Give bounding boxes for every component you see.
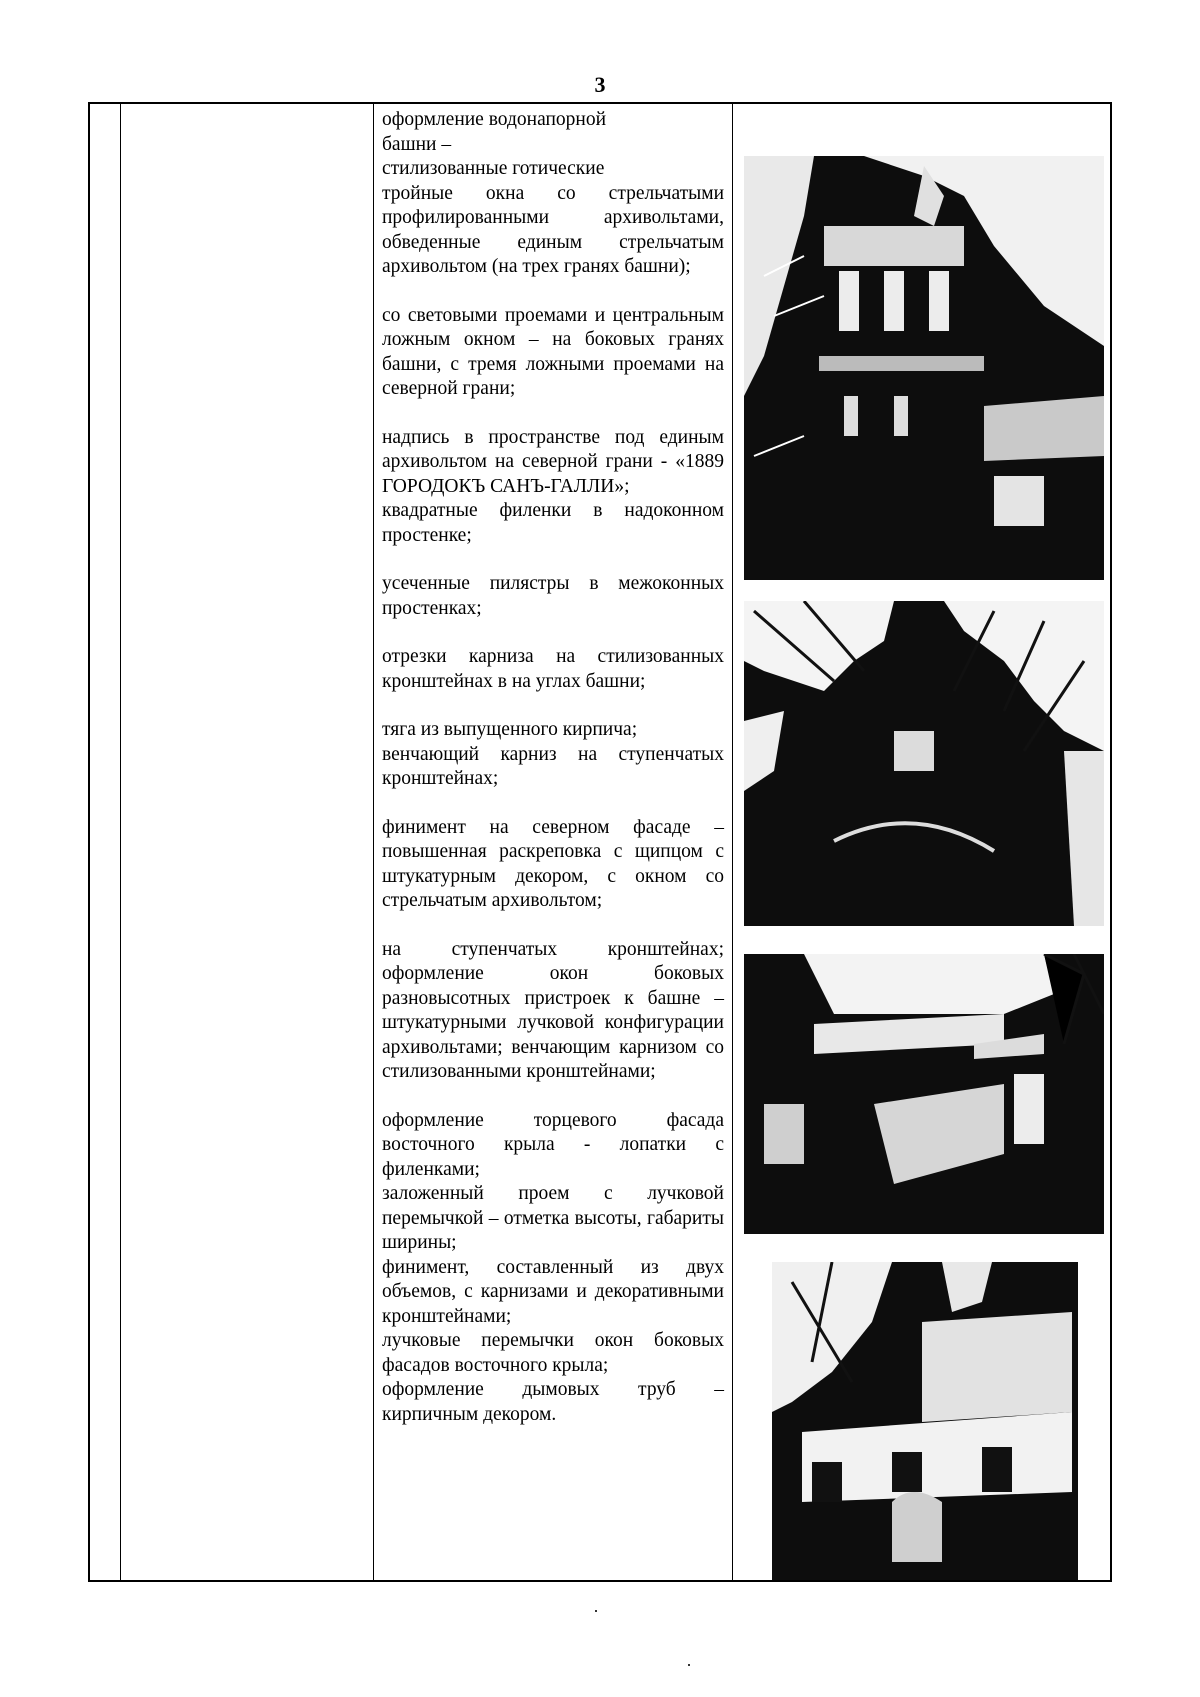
page-number: 3 bbox=[594, 72, 606, 97]
photo-water-tower bbox=[744, 156, 1104, 580]
description-line: надпись в пространстве под единым архивольтом на северной грани - «1889 ГОРОДОКЪ САНЪ-ГАЛЛИ»; bbox=[382, 426, 724, 497]
description-line: финимент, составленный из двух объемов, с карнизами и декоративными кронштейнами; bbox=[382, 1256, 724, 1327]
description-table bbox=[88, 102, 1112, 1582]
description-line: башни – bbox=[382, 133, 452, 155]
description-line: квадратные филенки в надоконном простенке; bbox=[382, 500, 724, 546]
description-line: лучковые перемычки окон боковых фасадов восточного крыла; bbox=[382, 1330, 724, 1376]
description-line: отрезки карниза на стилизованных кронштейнах в на углах башни; bbox=[382, 646, 724, 692]
scan-speck bbox=[688, 1664, 690, 1666]
description-line: финимент на северном фасаде – повышенная раскреповка с щипцом с штукатурным декором, с окном со стрельчатым архивольтом; bbox=[382, 816, 724, 911]
photo-east-wing bbox=[772, 1262, 1078, 1580]
description-line: на ступенчатых кронштейнах; оформление окон боковых разновысотных пристроек к башне – штукатурными лучковой конфигурации архивольтами; венчающим карнизом со стилизованными кронштейнами; bbox=[382, 938, 724, 1082]
scan-speck bbox=[595, 1610, 597, 1612]
description-column bbox=[374, 104, 732, 1427]
description-line: стилизованные готические bbox=[382, 158, 605, 179]
description-line: оформление водонапорной bbox=[382, 109, 607, 130]
description-line: венчающий карниз на ступенчатых кронштейнах; bbox=[382, 743, 724, 789]
description-line: со световыми проемами и центральным ложным окном – на боковых гранях башни, с тремя ложными проемами на северной грани; bbox=[382, 304, 724, 399]
photo-facade-parapet bbox=[744, 954, 1104, 1234]
column-divider bbox=[120, 104, 121, 1580]
description-line: оформление торцевого фасада восточного крыла - лопатки с филенками; bbox=[382, 1109, 724, 1180]
description-line: тройные окна со стрельчатыми профилированными архивольтами, обведенные единым стрельчатым архивольтом (на трех гранях башни); bbox=[382, 182, 724, 277]
description-line: заложенный проем с лучковой перемычкой – отметка высоты, габариты ширины; bbox=[382, 1183, 724, 1253]
photo-tower-trees bbox=[744, 601, 1104, 926]
description-line: оформление дымовых труб – кирпичным декором. bbox=[382, 1379, 724, 1425]
description-line: усеченные пилястры в межоконных простенках; bbox=[382, 573, 724, 619]
description-line: тяга из выпущенного кирпича; bbox=[382, 719, 638, 740]
column-divider bbox=[732, 104, 733, 1580]
